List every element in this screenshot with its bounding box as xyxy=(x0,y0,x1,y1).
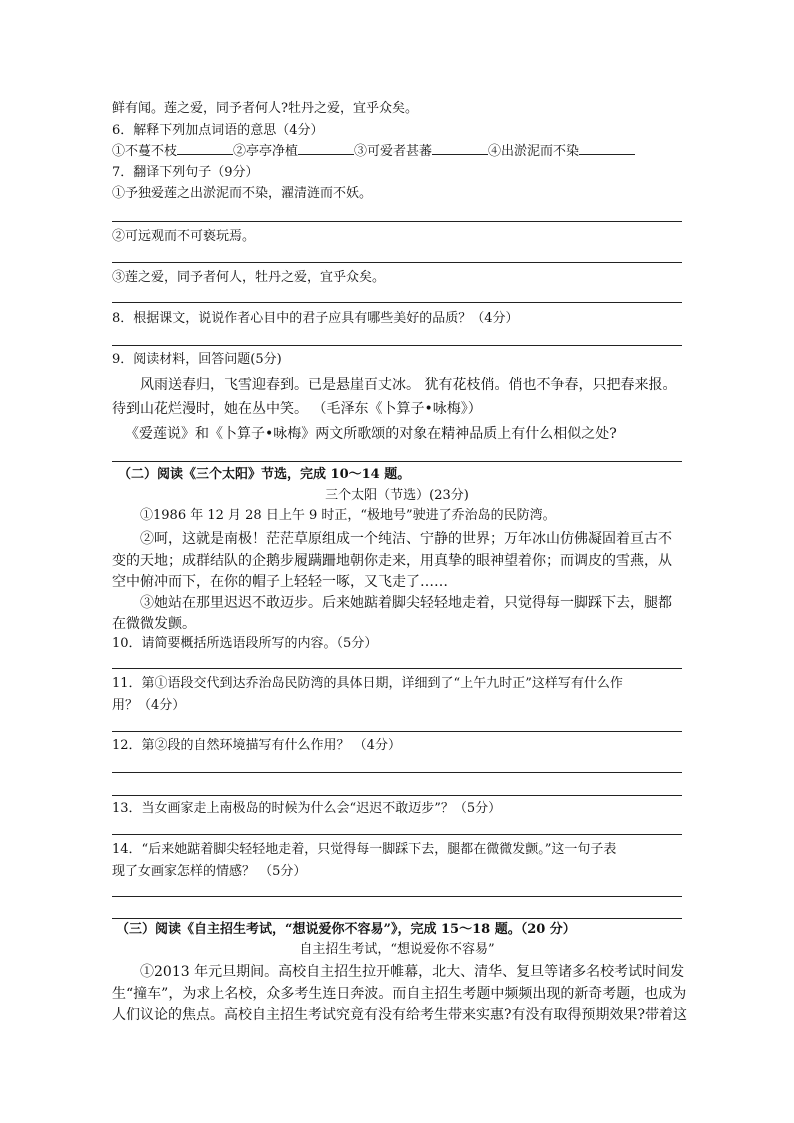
q6-answer-blank-3[interactable] xyxy=(432,142,488,155)
q6-items xyxy=(112,142,635,161)
section-2-paragraph-1: ①1986 年 12 月 28 日上午 9 时正，“极地号”驶进了乔治岛的民防湾。 xyxy=(140,508,556,523)
answer-line[interactable] xyxy=(112,896,682,897)
section-2-header: （二）阅读《三个太阳》节选，完成 10～14 题。 xyxy=(118,467,411,482)
q6-answer-blank-4[interactable] xyxy=(579,142,635,155)
q9-title: 9．阅读材料，回答问题(5分) xyxy=(112,352,282,367)
answer-line[interactable] xyxy=(112,345,682,346)
answer-line[interactable] xyxy=(112,918,682,919)
answer-line[interactable] xyxy=(112,221,682,222)
q5-text-tail: 鲜有闻。莲之爱，同予者何人?牡丹之爱，宜乎众矣。 xyxy=(112,101,418,116)
q6-item-3: ③可爱者甚蕃 xyxy=(354,144,433,159)
answer-line[interactable] xyxy=(112,668,682,669)
section-2-title: 三个太阳（节选）(23分) xyxy=(325,488,469,503)
q9-question: 《爱莲说》和《卜算子•咏梅》两文所歌颂的对象在精神品质上有什么相似之处? xyxy=(125,426,617,442)
q7-sentence-1: ①予独爱莲之出淤泥而不染，濯清涟而不妖。 xyxy=(112,186,373,201)
answer-line[interactable] xyxy=(112,834,682,835)
q6-item-4: ④出淤泥而不染 xyxy=(488,144,580,159)
q14-question-line-2: 现了女画家怎样的情感？ （5分） xyxy=(112,864,307,879)
q9-poem-line-1: 风雨送春归，飞雪迎春到。已是悬崖百丈冰。 犹有花枝俏。俏也不争春，只把春来报。 xyxy=(140,377,677,393)
q10-question: 10．请简要概括所选语段所写的内容。（5分） xyxy=(112,636,378,651)
answer-line[interactable] xyxy=(112,795,682,796)
q7-title: 7．翻译下列句子（9分） xyxy=(112,165,259,180)
answer-line[interactable] xyxy=(112,302,682,303)
answer-line[interactable] xyxy=(112,262,682,263)
section-2-paragraph-2-line-1: ②呵，这就是南极！茫茫草原组成一个纯洁、宁静的世界；万年冰山仿佛凝固着亘古不 xyxy=(140,531,672,547)
q12-question: 12．第②段的自然环境描写有什么作用？ （4分） xyxy=(112,738,401,753)
section-2-paragraph-2-line-3: 空中俯冲而下，在你的帽子上轻轻一啄，又飞走了…… xyxy=(112,574,448,590)
q13-question: 13．当女画家走上南极岛的时候为什么会“迟迟不敢迈步”？（5分） xyxy=(112,801,502,816)
answer-line[interactable] xyxy=(112,772,682,773)
q7-sentence-3: ③莲之爱，同予者何人，牡丹之爱，宜乎众矣。 xyxy=(112,270,386,285)
q6-answer-blank-1[interactable] xyxy=(177,142,233,155)
q6-item-1: ①不蔓不枝 xyxy=(112,144,178,159)
section-3-paragraph-1-line-3: 人们议论的焦点。高校自主招生考试究竟有没有给考生带来实惠?有没有取得预期效果?带着这 xyxy=(112,1007,688,1023)
q6-item-2: ②亭亭净植 xyxy=(233,144,299,159)
q6-answer-blank-2[interactable] xyxy=(298,142,354,155)
section-2-paragraph-2-line-2: 变的天地；成群结队的企鹅步履蹒跚地朝你走来，用真挚的眼神望着你；而调皮的雪燕，从 xyxy=(112,553,672,569)
answer-line[interactable] xyxy=(112,461,682,462)
q14-question-line-1: 14．“后来她踮着脚尖轻轻地走着，只觉得每一脚踩下去，腿都在微微发颤。”这一句子表 xyxy=(112,842,617,857)
section-3-paragraph-1-line-1: ①2013 年元旦期间。高校自主招生拉开帷幕，北大、清华、复旦等诸多名校考试时间发 xyxy=(140,964,685,980)
q8-question: 8．根据课文，说说作者心目中的君子应具有哪些美好的品质？（4分） xyxy=(112,311,519,326)
answer-line[interactable] xyxy=(112,731,682,732)
q7-sentence-2: ②可远观而不可亵玩焉。 xyxy=(112,229,256,244)
section-2-paragraph-3-line-2: 在微微发颤。 xyxy=(112,616,196,632)
q11-question-line-2: 用？（4分） xyxy=(112,698,186,713)
q11-question-line-1: 11．第①语段交代到达乔治岛民防湾的具体日期，详细到了“上午九时正”这样写有什么作 xyxy=(112,676,623,691)
section-2-paragraph-3-line-1: ③她站在那里迟迟不敢迈步。后来她踮着脚尖轻轻地走着，只觉得每一脚踩下去，腿都 xyxy=(140,595,672,611)
section-3-title: 自主招生考试，“想说爱你不容易” xyxy=(299,942,495,957)
q9-poem-line-2: 待到山花烂漫时，她在丛中笑。 （毛泽东《卜算子•咏梅》） xyxy=(112,401,482,417)
section-3-header: （三）阅读《自主招生考试，“想说爱你不容易”》，完成 15～18 题。（20 分） xyxy=(116,922,576,937)
q6-title: 6．解释下列加点词语的意思（4分） xyxy=(112,123,324,138)
section-3-paragraph-1-line-2: 生“撞车”，为求上名校，众多考生连日奔波。而自主招生考题中频频出现的新奇考题，也成为 xyxy=(112,986,687,1002)
